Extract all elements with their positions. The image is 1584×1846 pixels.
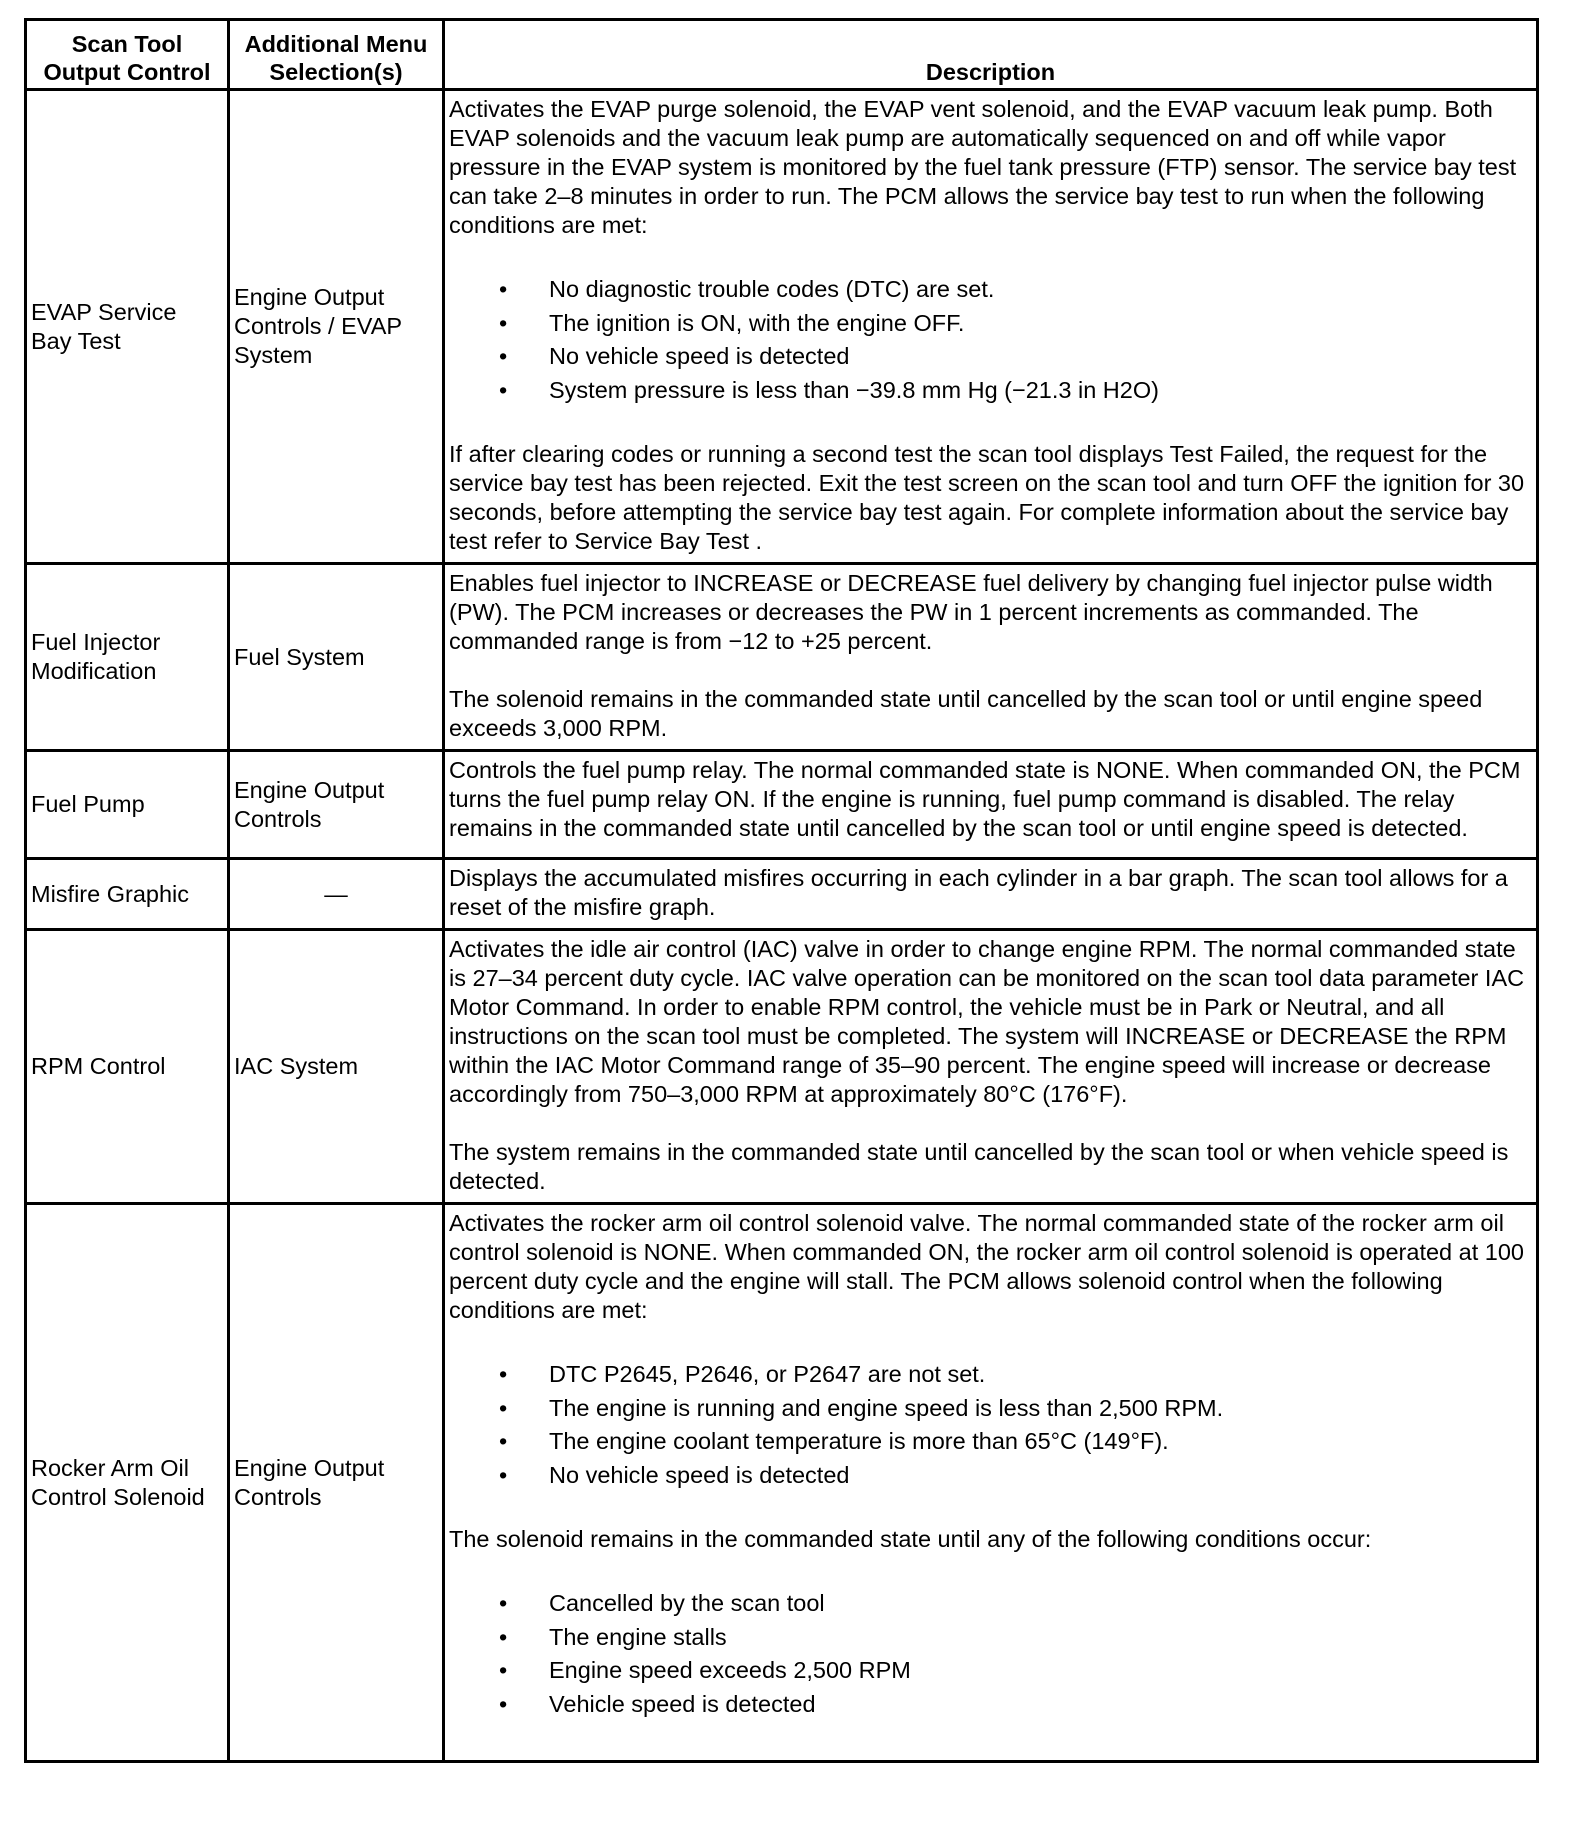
output-control-cell: Misfire Graphic — [26, 859, 229, 930]
menu-selection-cell: — — [229, 859, 444, 930]
list-item: • No vehicle speed is detected — [549, 1459, 1532, 1493]
header-scan-tool-output-control — [26, 20, 229, 90]
output-control-cell: EVAP Service Bay Test — [26, 90, 229, 564]
description-paragraph: Controls the fuel pump relay. The normal commanded state is NONE. When commanded ON, the PCM turns the fuel pump relay ON. If the engine is running, fuel pump command is disabled. The relay remains in the commanded state until cancelled by the scan tool or until engine speed is detected. — [449, 757, 1521, 841]
condition-list — [449, 1587, 1532, 1721]
list-item: • No diagnostic trouble codes (DTC) are set. — [549, 273, 1532, 307]
paragraph-spacer — [449, 656, 1532, 685]
header-description-label: Description — [925, 59, 1056, 85]
condition-list — [449, 1358, 1532, 1492]
header-description — [444, 20, 1538, 90]
menu-selection-cell: Engine Output Controls — [229, 751, 444, 859]
description-paragraph: The system remains in the commanded state until cancelled by the scan tool or when vehicle speed is detected. — [449, 1139, 1509, 1194]
table-row — [26, 930, 1538, 1204]
table-row — [26, 90, 1538, 564]
description-paragraph: The solenoid remains in the commanded state until any of the following conditions occur: — [449, 1526, 1372, 1552]
list-item: • The engine stalls — [549, 1621, 1532, 1655]
condition-list — [449, 273, 1532, 407]
description-paragraph: Enables fuel injector to INCREASE or DECREASE fuel delivery by changing fuel injector pulse width (PW). The PCM increases or decreases the PW in 1 percent increments as commanded. The commanded range is from −12 to +25 percent. — [449, 570, 1493, 654]
table-body — [26, 90, 1538, 1762]
scan-tool-output-controls-table — [24, 18, 1539, 1763]
output-control-cell: Rocker Arm Oil Control Solenoid — [26, 1204, 229, 1762]
table-row — [26, 859, 1538, 930]
description-paragraph: Displays the accumulated misfires occurring in each cylinder in a bar graph. The scan tool allows for a reset of the misfire graph. — [449, 865, 1508, 920]
list-item: • DTC P2645, P2646, or P2647 are not set. — [549, 1358, 1532, 1392]
list-item: • Engine speed exceeds 2,500 RPM — [549, 1654, 1532, 1688]
output-control-cell: RPM Control — [26, 930, 229, 1204]
description-paragraph: Activates the EVAP purge solenoid, the EVAP vent solenoid, and the EVAP vacuum leak pump. Both EVAP solenoids and the vacuum leak pump are automatically sequenced on and off while vapor pressure in the EVAP system is monitored by the fuel tank pressure (FTP) sensor. The service bay test can take 2–8 minutes in order to run. The PCM allows the service bay test to run when the following conditions are met: — [449, 96, 1517, 238]
menu-selection-cell: Engine Output Controls — [229, 1204, 444, 1762]
paragraph-spacer — [449, 240, 1532, 269]
table-row — [26, 751, 1538, 859]
paragraph-spacer — [449, 1554, 1532, 1583]
description-cell — [444, 564, 1538, 751]
menu-selection-cell: Engine Output Controls / EVAP System — [229, 90, 444, 564]
description-cell — [444, 930, 1538, 1204]
list-item: • The engine is running and engine speed is less than 2,500 RPM. — [549, 1392, 1532, 1426]
header-control-line-1: Scan Tool — [71, 31, 183, 57]
table-row — [26, 564, 1538, 751]
menu-selection-cell: IAC System — [229, 930, 444, 1204]
header-additional-menu-selections — [229, 20, 444, 90]
table-row — [26, 1204, 1538, 1762]
paragraph-spacer — [449, 1109, 1532, 1138]
list-item: • System pressure is less than −39.8 mm Hg (−21.3 in H2O) — [549, 374, 1532, 408]
paragraph-spacer — [449, 411, 1532, 440]
paragraph-spacer — [449, 1325, 1532, 1354]
header-menu-line-2: Selection(s) — [269, 59, 403, 85]
description-cell — [444, 751, 1538, 859]
menu-selection-cell: Fuel System — [229, 564, 444, 751]
description-cell — [444, 1204, 1538, 1762]
list-item: • The ignition is ON, with the engine OFF. — [549, 307, 1532, 341]
description-paragraph: Activates the idle air control (IAC) valve in order to change engine RPM. The normal commanded state is 27–34 percent duty cycle. IAC valve operation can be monitored on the scan tool data parameter IAC Motor Command. In order to enable RPM control, the vehicle must be in Park or Neutral, and all instructions on the scan tool must be completed. The system will INCREASE or DECREASE the RPM within the IAC Motor Command range of 35–90 percent. The engine speed will increase or decrease accordingly from 750–3,000 RPM at approximately 80°C (176°F). — [449, 936, 1525, 1107]
header-menu-line-1: Additional Menu — [244, 31, 428, 57]
list-item: • The engine coolant temperature is more than 65°C (149°F). — [549, 1425, 1532, 1459]
header-row — [26, 20, 1538, 90]
output-control-cell: Fuel Injector Modification — [26, 564, 229, 751]
description-paragraph: Activates the rocker arm oil control solenoid valve. The normal commanded state of the rocker arm oil control solenoid is NONE. When commanded ON, the rocker arm oil control solenoid is operated at 100 percent duty cycle and the engine will stall. The PCM allows solenoid control when the following conditions are met: — [449, 1210, 1524, 1323]
header-control-line-2: Output Control — [43, 59, 211, 85]
description-cell — [444, 859, 1538, 930]
list-item: • Vehicle speed is detected — [549, 1688, 1532, 1722]
description-paragraph: The solenoid remains in the commanded state until cancelled by the scan tool or until engine speed exceeds 3,000 RPM. — [449, 686, 1483, 741]
paragraph-spacer — [449, 1725, 1532, 1754]
paragraph-spacer — [449, 1496, 1532, 1525]
output-control-cell: Fuel Pump — [26, 751, 229, 859]
list-item: • Cancelled by the scan tool — [549, 1587, 1532, 1621]
description-cell — [444, 90, 1538, 564]
list-item: • No vehicle speed is detected — [549, 340, 1532, 374]
description-paragraph: If after clearing codes or running a second test the scan tool displays Test Failed, the request for the service bay test has been rejected. Exit the test screen on the scan tool and turn OFF the ignition for 30 seconds, before attempting the service bay test again. For complete information about the service bay test refer to Service Bay Test . — [449, 441, 1525, 554]
